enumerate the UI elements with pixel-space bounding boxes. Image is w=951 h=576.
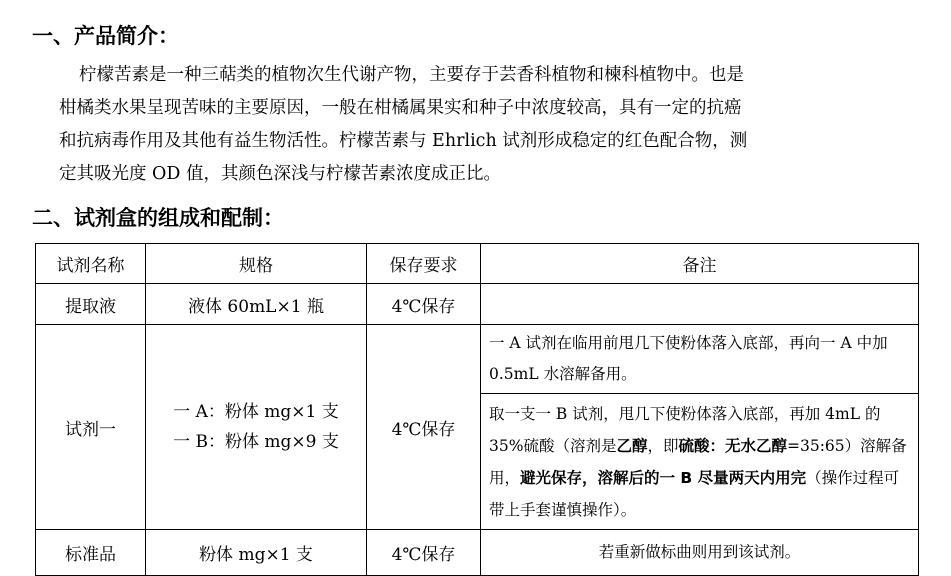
note-b-text: ，即: [647, 436, 679, 455]
intro-line-4: 定其吸光度 OD 值，其颜色深浅与柠檬苦素浓度成正比。: [59, 164, 502, 184]
note-b-text: （操作过程可带上手套谨慎操作）。: [489, 468, 900, 519]
note-b-bold-2: 硫酸：无水乙醇: [678, 436, 787, 455]
intro-paragraph: [59, 59, 921, 191]
note-b-bold-3: 避光保存，溶解后的一 B 尽量两天内用完: [520, 468, 807, 487]
cell-note-a: 一 A 试剂在临用前甩几下使粉体落入底部，再向一 A 中加 0.5mL 水溶解备用。: [481, 325, 919, 394]
table-header-row: [36, 244, 919, 284]
reagent-table: [35, 243, 919, 576]
intro-line-1: 柠檬苦素是一种三萜类的植物次生代谢产物，主要存于芸香科植物和楝科植物中。也是: [79, 65, 744, 85]
cell-spec: [146, 325, 367, 530]
cell-name: 标准品: [36, 530, 146, 576]
table-row: [36, 530, 919, 576]
header-spec: 规格: [146, 244, 367, 284]
cell-storage: 4℃保存: [367, 325, 481, 530]
cell-spec: 液体 60mL×1 瓶: [146, 284, 367, 325]
table-row: [36, 325, 919, 394]
table-row: [36, 284, 919, 325]
note-b-text: 取一支一 B 试剂，甩几下使粉体落入底部，再加 4mL 的 35%硫酸（溶剂是: [489, 404, 881, 455]
header-note: 备注: [481, 244, 919, 284]
cell-name: 提取液: [36, 284, 146, 325]
spec-line-a: 一 A：粉体 mg×1 支: [173, 402, 339, 422]
header-name: 试剂名称: [36, 244, 146, 284]
intro-line-2: 柑橘类水果呈现苦味的主要原因，一般在柑橘属果实和种子中浓度较高，具有一定的抗癌: [59, 98, 742, 118]
cell-spec: 粉体 mg×1 支: [146, 530, 367, 576]
section2-title: 二、试剂盒的组成和配制：: [32, 206, 284, 230]
cell-storage: 4℃保存: [367, 284, 481, 325]
note-b-text: =35:65）溶解备用，: [489, 436, 907, 487]
spec-line-b: 一 B：粉体 mg×9 支: [173, 432, 339, 452]
intro-line-3: 和抗病毒作用及其他有益生物活性。柠檬苦素与 Ehrlich 试剂形成稳定的红色配合物，测: [59, 131, 748, 151]
cell-note: 若重新做标曲则用到该试剂。: [481, 530, 919, 576]
cell-note: [481, 284, 919, 325]
cell-note-b: [481, 394, 919, 530]
section1-title: 一、产品简介：: [32, 24, 179, 48]
header-storage: 保存要求: [367, 244, 481, 284]
cell-name: 试剂一: [36, 325, 146, 530]
cell-storage: 4℃保存: [367, 530, 481, 576]
note-b-bold-1: 乙醇: [616, 436, 648, 455]
